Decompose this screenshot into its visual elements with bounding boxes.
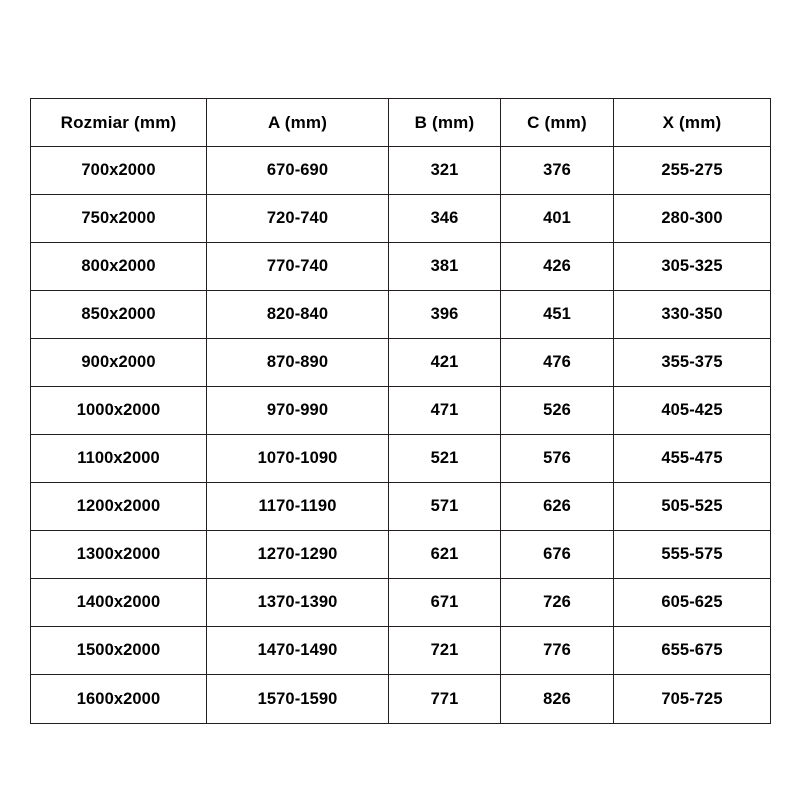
cell-b: 421 bbox=[389, 339, 501, 387]
cell-c: 426 bbox=[501, 243, 614, 291]
cell-x: 605-625 bbox=[614, 579, 771, 627]
cell-a: 720-740 bbox=[207, 195, 389, 243]
table-row bbox=[31, 195, 771, 243]
cell-b: 381 bbox=[389, 243, 501, 291]
cell-c: 401 bbox=[501, 195, 614, 243]
cell-c: 476 bbox=[501, 339, 614, 387]
cell-x: 405-425 bbox=[614, 387, 771, 435]
cell-rozmiar: 1100x2000 bbox=[31, 435, 207, 483]
cell-rozmiar: 800x2000 bbox=[31, 243, 207, 291]
table-row bbox=[31, 531, 771, 579]
table-row bbox=[31, 675, 771, 724]
table-row bbox=[31, 339, 771, 387]
cell-b: 721 bbox=[389, 627, 501, 675]
cell-b: 521 bbox=[389, 435, 501, 483]
cell-a: 1470-1490 bbox=[207, 627, 389, 675]
column-header-c: C (mm) bbox=[501, 99, 614, 147]
table-row bbox=[31, 243, 771, 291]
cell-x: 705-725 bbox=[614, 675, 771, 724]
column-header-a: A (mm) bbox=[207, 99, 389, 147]
cell-b: 471 bbox=[389, 387, 501, 435]
cell-b: 771 bbox=[389, 675, 501, 724]
dimensions-table bbox=[30, 98, 771, 724]
cell-rozmiar: 1600x2000 bbox=[31, 675, 207, 724]
cell-c: 776 bbox=[501, 627, 614, 675]
cell-b: 396 bbox=[389, 291, 501, 339]
cell-x: 655-675 bbox=[614, 627, 771, 675]
cell-a: 870-890 bbox=[207, 339, 389, 387]
cell-x: 305-325 bbox=[614, 243, 771, 291]
cell-c: 526 bbox=[501, 387, 614, 435]
cell-x: 505-525 bbox=[614, 483, 771, 531]
cell-c: 676 bbox=[501, 531, 614, 579]
cell-x: 355-375 bbox=[614, 339, 771, 387]
cell-x: 255-275 bbox=[614, 147, 771, 195]
size-table-container bbox=[30, 98, 770, 724]
cell-x: 330-350 bbox=[614, 291, 771, 339]
cell-rozmiar: 900x2000 bbox=[31, 339, 207, 387]
cell-rozmiar: 1200x2000 bbox=[31, 483, 207, 531]
cell-b: 571 bbox=[389, 483, 501, 531]
cell-rozmiar: 1400x2000 bbox=[31, 579, 207, 627]
table-header bbox=[31, 99, 771, 147]
cell-x: 455-475 bbox=[614, 435, 771, 483]
cell-rozmiar: 700x2000 bbox=[31, 147, 207, 195]
table-row bbox=[31, 579, 771, 627]
cell-a: 670-690 bbox=[207, 147, 389, 195]
cell-x: 555-575 bbox=[614, 531, 771, 579]
table-row bbox=[31, 435, 771, 483]
cell-x: 280-300 bbox=[614, 195, 771, 243]
cell-c: 826 bbox=[501, 675, 614, 724]
table-row bbox=[31, 147, 771, 195]
cell-b: 621 bbox=[389, 531, 501, 579]
cell-rozmiar: 850x2000 bbox=[31, 291, 207, 339]
cell-b: 671 bbox=[389, 579, 501, 627]
cell-rozmiar: 1000x2000 bbox=[31, 387, 207, 435]
cell-a: 820-840 bbox=[207, 291, 389, 339]
cell-a: 1270-1290 bbox=[207, 531, 389, 579]
cell-c: 376 bbox=[501, 147, 614, 195]
column-header-x: X (mm) bbox=[614, 99, 771, 147]
table-row bbox=[31, 627, 771, 675]
column-header-b: B (mm) bbox=[389, 99, 501, 147]
cell-a: 1070-1090 bbox=[207, 435, 389, 483]
cell-a: 970-990 bbox=[207, 387, 389, 435]
table-header-row bbox=[31, 99, 771, 147]
cell-c: 451 bbox=[501, 291, 614, 339]
cell-b: 321 bbox=[389, 147, 501, 195]
cell-a: 770-740 bbox=[207, 243, 389, 291]
cell-a: 1170-1190 bbox=[207, 483, 389, 531]
cell-rozmiar: 1500x2000 bbox=[31, 627, 207, 675]
column-header-rozmiar: Rozmiar (mm) bbox=[31, 99, 207, 147]
cell-c: 626 bbox=[501, 483, 614, 531]
cell-c: 576 bbox=[501, 435, 614, 483]
table-body bbox=[31, 147, 771, 724]
table-row bbox=[31, 483, 771, 531]
cell-a: 1370-1390 bbox=[207, 579, 389, 627]
table-row bbox=[31, 291, 771, 339]
table-row bbox=[31, 387, 771, 435]
cell-rozmiar: 1300x2000 bbox=[31, 531, 207, 579]
cell-c: 726 bbox=[501, 579, 614, 627]
cell-a: 1570-1590 bbox=[207, 675, 389, 724]
cell-b: 346 bbox=[389, 195, 501, 243]
cell-rozmiar: 750x2000 bbox=[31, 195, 207, 243]
